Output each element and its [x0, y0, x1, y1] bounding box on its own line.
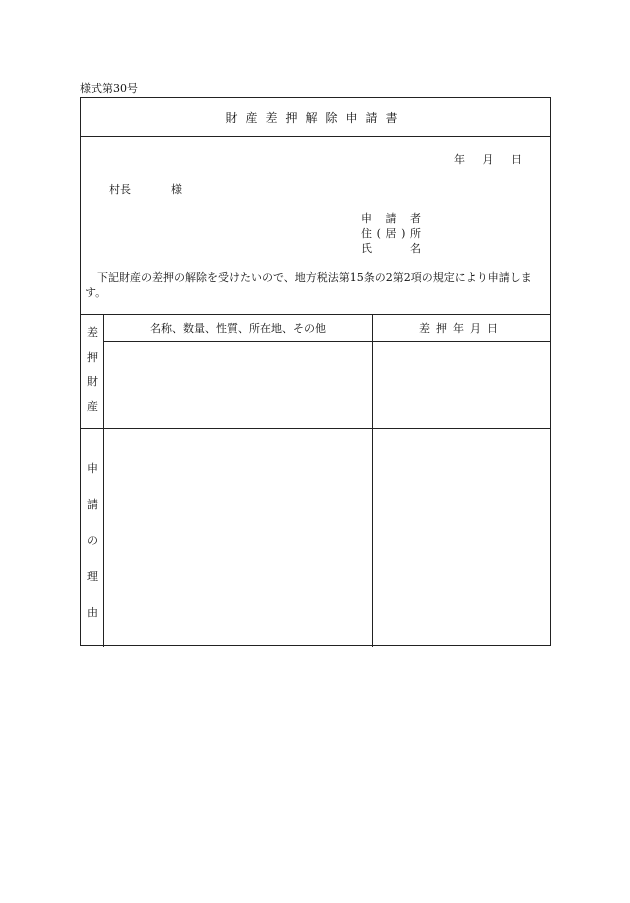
seizure-date-cell[interactable] — [373, 342, 550, 428]
reason-extra-cell[interactable] — [373, 429, 550, 645]
applicant-address-label: 住(居)所 — [361, 227, 421, 240]
seized-property-label: 差 押 財 産 — [87, 326, 98, 413]
seizure-date-header: 差押年月日 — [419, 321, 504, 335]
request-statement: 下記財産の差押の解除を受けたいので、地方税法第15条の2第2項の規定により申請します。 — [85, 271, 532, 299]
property-description-header: 名称、数量、性質、所在地、その他 — [150, 321, 326, 335]
addressee-honorific: 様 — [171, 183, 182, 196]
date-line: 年 月 日 — [454, 153, 522, 166]
addressee-office: 村長 — [109, 183, 131, 196]
property-description-cell[interactable] — [104, 342, 372, 428]
applicant-block — [361, 211, 421, 256]
form-number: 様式第30号 — [80, 82, 138, 95]
reason-label: 申 請 の 理 由 — [87, 462, 98, 619]
reason-cell[interactable] — [104, 429, 372, 645]
addressee — [109, 181, 182, 197]
applicant-label: 申請者 — [361, 212, 421, 225]
application-form — [80, 97, 551, 646]
applicant-name-label: 氏名 — [361, 242, 421, 255]
form-title: 財産差押解除申請書 — [81, 98, 550, 137]
